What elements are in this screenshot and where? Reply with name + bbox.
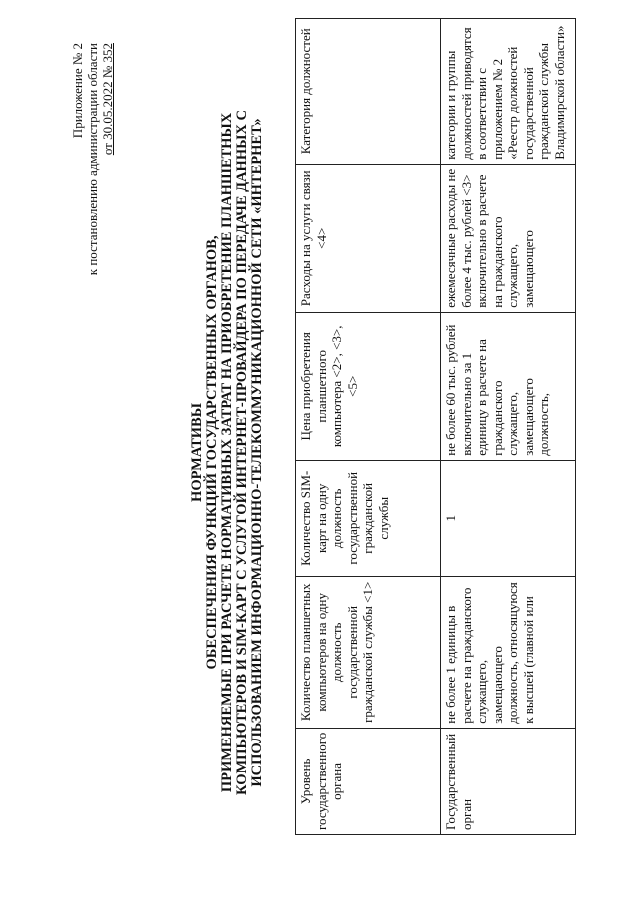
header-cell-category: Категория должностей	[296, 18, 441, 164]
title-line-3: ПРИМЕНЯЕМЫЕ ПРИ РАСЧЕТЕ НОРМАТИВНЫХ ЗАТРАТ НА ПРИОБРЕТЕНИЕ ПЛАНШЕТНЫХ	[219, 112, 235, 793]
norms-table	[295, 18, 576, 835]
cell-category: категории и группы должностей приводятся в соответствии с приложением № 2 «Реестр должностей государственной гражданской службы Владимирской области»	[441, 18, 576, 164]
header-cell-price: Цена приобретения планшетного компьютера <2>, <3>, <5>	[296, 312, 441, 460]
header-cell-tablets: Количество планшетных компьютеров на одну должность государственной гражданской службы <1>	[296, 576, 441, 728]
header-cell-expenses: Расходы на услуги связи <4>	[296, 164, 441, 312]
title-line-2: ОБЕСПЕЧЕНИЯ ФУНКЦИЙ ГОСУДАРСТВЕННЫХ ОРГАНОВ,	[204, 235, 220, 670]
appendix-number: Приложение № 2	[70, 43, 85, 139]
document-title	[190, 0, 265, 905]
table-header-row	[296, 18, 441, 834]
cell-tablets: не более 1 единицы в расчете на гражданского служащего, замещающего должность, относящуюся к высшей (главной или	[441, 576, 576, 728]
cell-sim: 1	[441, 460, 576, 576]
header-cell-level: Уровень государственного органа	[296, 728, 441, 834]
header-cell-sim: Количество SIM-карт на одну должность государственной гражданской службы	[296, 460, 441, 576]
cell-price: не более 60 тыс. рублей включительно за 1 единицу в расчете на гражданского служащего, замещающего должность,	[441, 312, 576, 460]
title-line-5: ИСПОЛЬЗОВАНИЕМ ИНФОРМАЦИОННО-ТЕЛЕКОММУНИКАЦИОННОЙ СЕТИ «ИНТЕРНЕТ»	[249, 118, 265, 787]
appendix-date: от 30.05.2022 № 352	[100, 43, 115, 156]
appendix-header	[70, 43, 115, 275]
appendix-reference: к постановлению администрации области	[85, 43, 100, 276]
cell-expenses: ежемесячные расходы не более 4 тыс. рублей <3> включительно в расчете на гражданского служащего, замещающего	[441, 164, 576, 312]
title-line-1: НОРМАТИВЫ	[189, 403, 205, 502]
cell-level: Государственный орган	[441, 728, 576, 834]
table-row	[441, 18, 576, 834]
title-line-4: КОМПЬЮТЕРОВ И SIM-КАРТ С УСЛУГОЙ ИНТЕРНЕТ-ПРОВАЙДЕРА ПО ПЕРЕДАЧЕ ДАННЫХ С	[234, 110, 250, 795]
